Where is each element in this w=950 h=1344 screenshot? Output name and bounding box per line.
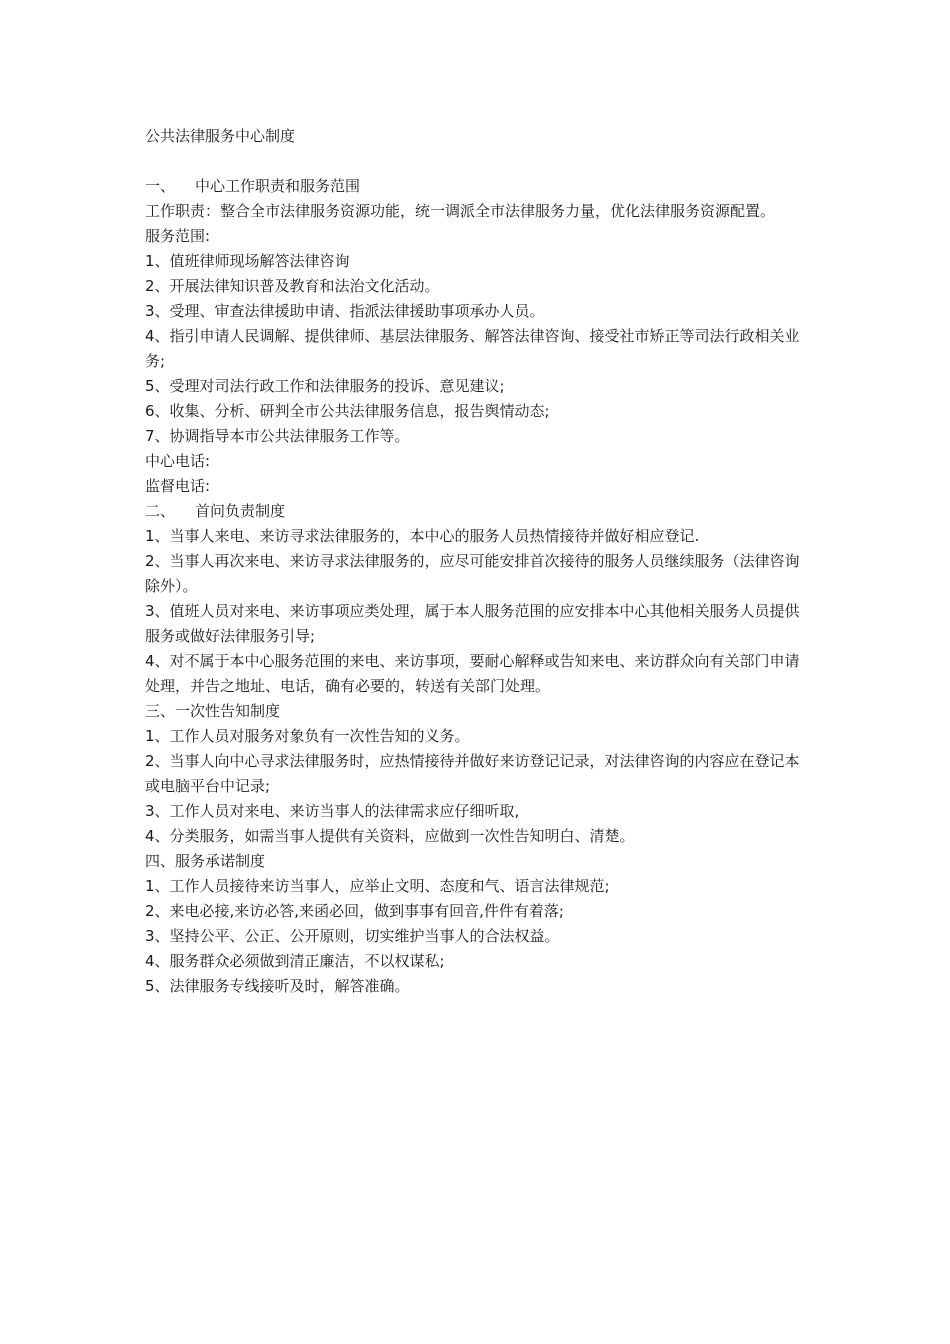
section-2-item: 1、当事人来电、来访寻求法律服务的，本中心的服务人员热情接待并做好相应登记. (145, 527, 700, 545)
section-1-scope-label: 服务范围: (145, 227, 211, 245)
section-3-item: 2、当事人向中心寻求法律服务时，应热情接待并做好来访登记记录，对法律咨询的内容应在登记本或电脑平台中记录; (145, 752, 800, 795)
section-1-item: 3、受理、审查法律援助申请、指派法律援助事项承办人员。 (145, 302, 545, 320)
section-1-number: 一、 (145, 177, 176, 195)
section-3-item: 4、分类服务，如需当事人提供有关资料，应做到一次性告知明白、清楚。 (145, 827, 635, 845)
document-title: 公共法律服务中心制度 (145, 127, 296, 145)
section-4-item: 4、服务群众必须做到清正廉洁，不以权谋私; (145, 952, 445, 970)
section-1-item: 7、协调指导本市公共法律服务工作等。 (145, 427, 410, 445)
section-4-item: 3、坚持公平、公正、公开原则，切实维护当事人的合法权益。 (145, 927, 560, 945)
section-1-item: 1、值班律师现场解答法律咨询 (145, 252, 350, 270)
section-3-item: 3、工作人员对来电、来访当事人的法律需求应仔细听取, (145, 802, 520, 820)
section-2-heading (145, 499, 810, 524)
section-1-item: 5、受理对司法行政工作和法律服务的投诉、意见建议; (145, 377, 505, 395)
section-4-item: 1、工作人员接待来访当事人，应举止文明、态度和气、语言法律规范; (145, 877, 610, 895)
center-phone-label: 中心电话: (145, 452, 211, 470)
section-4-heading: 四、服务承诺制度 (145, 852, 266, 870)
section-4-item: 2、来电必接,来访必答,来函必回，做到事事有回音,件件有着落; (145, 902, 564, 920)
section-2-item: 2、当事人再次来电、来访寻求法律服务的，应尽可能安排首次接待的服务人员继续服务（法律咨询除外）。 (145, 552, 800, 595)
supervise-phone-label: 监督电话: (145, 477, 211, 495)
section-3-item: 1、工作人员对服务对象负有一次性告知的义务。 (145, 727, 470, 745)
section-4-item: 5、法律服务专线接听及时，解答准确。 (145, 977, 410, 995)
section-1-title: 中心工作职责和服务范围 (195, 177, 361, 195)
section-2-title: 首问负责制度 (195, 502, 286, 520)
section-2-item: 4、对不属于本中心服务范围的来电、来访事项，要耐心解释或告知来电、来访群众向有关部门申请处理，并告之地址、电话，确有必要的，转送有关部门处理。 (145, 652, 800, 695)
section-1-heading (145, 174, 810, 199)
section-1-duties: 工作职责：整合全市法律服务资源功能，统一调派全市法律服务力量，优化法律服务资源配置。 (145, 202, 776, 220)
document-body (145, 124, 810, 999)
section-1-item: 6、收集、分析、研判全市公共法律服务信息，报告舆情动态; (145, 402, 550, 420)
section-1-item: 2、开展法律知识普及教育和法治文化活动。 (145, 277, 440, 295)
section-1-item: 4、指引申请人民调解、提供律师、基层法律服务、解答法律咨询、接受社市矫正等司法行政相关业务; (145, 327, 800, 370)
section-3-heading: 三、一次性告知制度 (145, 702, 281, 720)
section-2-item: 3、值班人员对来电、来访事项应类处理，属于本人服务范围的应安排本中心其他相关服务人员提供服务或做好法律服务引导; (145, 602, 800, 645)
section-2-number: 二、 (145, 502, 176, 520)
